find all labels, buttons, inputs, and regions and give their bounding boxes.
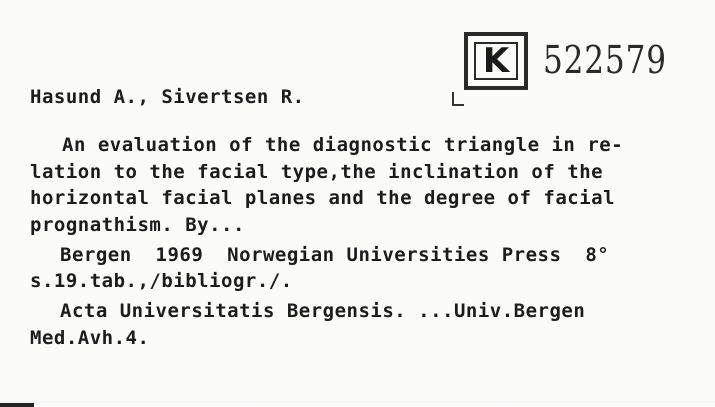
card-bottom-edge [0, 401, 715, 407]
title-line-2: lation to the facial type,the inclination of the [30, 161, 604, 183]
series-line-2: Med.Avh.4. [30, 327, 150, 349]
authors-line: Hasund A., Sivertsen R. [30, 86, 305, 108]
collation-line: s.19.tab.,/bibliogr./. [30, 270, 293, 292]
imprint-line: Bergen 1969 Norwegian Universities Press 8° [60, 244, 610, 266]
accession-number: 522579 [543, 38, 667, 82]
title-line-1: An evaluation of the diagnostic triangle in re- [62, 134, 624, 156]
pencil-mark-foot [452, 104, 464, 106]
title-line-4: prognathism. By... [30, 214, 245, 236]
stamp-letter: K [474, 42, 518, 80]
letter-stamp [464, 32, 528, 90]
series-line-1: Acta Universitatis Bergensis. ...Univ.Bergen [60, 300, 586, 322]
card-corner-mark [0, 403, 34, 407]
title-line-3: horizontal facial planes and the degree of facial [30, 187, 616, 209]
